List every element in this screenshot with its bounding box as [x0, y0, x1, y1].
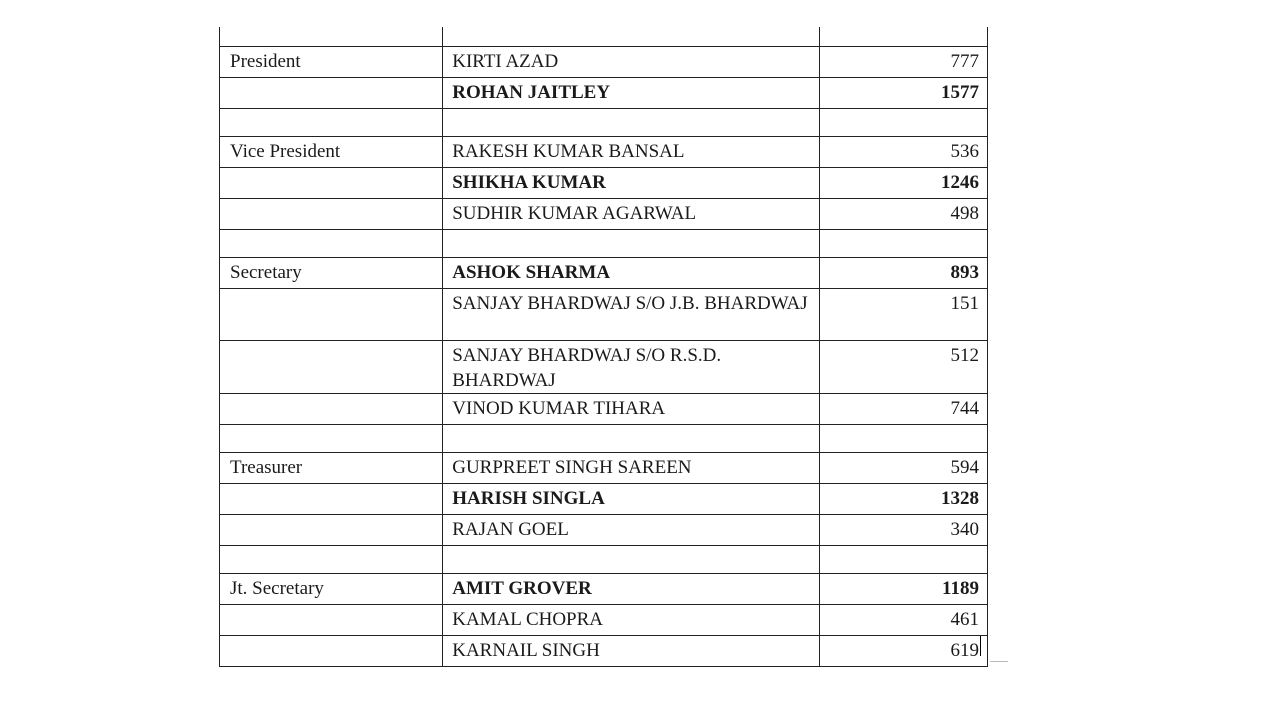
spacer-row [220, 230, 988, 258]
candidate-cell[interactable]: HARISH SINGLA [443, 484, 820, 515]
post-cell[interactable] [220, 394, 443, 425]
candidate-cell[interactable]: SUDHIR KUMAR AGARWAL [443, 199, 820, 230]
results-table-body [220, 27, 988, 667]
votes-cell[interactable]: 340 [820, 515, 988, 546]
candidate-cell[interactable]: RAKESH KUMAR BANSAL [443, 137, 820, 168]
table-top-row [220, 27, 988, 47]
post-cell[interactable] [220, 484, 443, 515]
votes-cell[interactable]: 461 [820, 605, 988, 636]
empty-cell[interactable] [443, 230, 820, 258]
post-cell[interactable]: Secretary [220, 258, 443, 289]
candidate-cell[interactable]: VINOD KUMAR TIHARA [443, 394, 820, 425]
table-row [220, 515, 988, 546]
empty-cell[interactable] [443, 109, 820, 137]
table-row-winner [220, 484, 988, 515]
votes-cell[interactable]: 151 [820, 289, 988, 341]
table-row [220, 289, 988, 341]
table-row [220, 341, 988, 394]
table-row [220, 605, 988, 636]
post-cell[interactable] [220, 605, 443, 636]
votes-cell[interactable]: 1328 [820, 484, 988, 515]
candidate-cell[interactable]: ROHAN JAITLEY [443, 78, 820, 109]
votes-cell[interactable]: 1189 [820, 574, 988, 605]
candidate-cell[interactable]: KIRTI AZAD [443, 47, 820, 78]
table-row [220, 199, 988, 230]
candidate-cell[interactable]: KAMAL CHOPRA [443, 605, 820, 636]
votes-cell[interactable]: 893 [820, 258, 988, 289]
empty-cell[interactable] [220, 425, 443, 453]
post-cell[interactable]: Vice President [220, 137, 443, 168]
votes-cell[interactable]: 512 [820, 341, 988, 394]
votes-cell[interactable]: 498 [820, 199, 988, 230]
spacer-row [220, 109, 988, 137]
empty-cell[interactable] [220, 230, 443, 258]
post-cell[interactable] [220, 341, 443, 394]
election-results-table [219, 27, 988, 667]
votes-cell[interactable]: 744 [820, 394, 988, 425]
post-cell[interactable] [220, 27, 443, 47]
post-cell[interactable] [220, 199, 443, 230]
candidate-cell[interactable]: RAJAN GOEL [443, 515, 820, 546]
candidate-cell[interactable]: ASHOK SHARMA [443, 258, 820, 289]
candidate-cell[interactable]: AMIT GROVER [443, 574, 820, 605]
candidate-cell[interactable]: GURPREET SINGH SAREEN [443, 453, 820, 484]
empty-cell[interactable] [443, 546, 820, 574]
table-resize-handle[interactable] [990, 661, 1008, 662]
votes-cell[interactable]: 619 [820, 636, 988, 667]
votes-cell[interactable]: 536 [820, 137, 988, 168]
post-cell[interactable]: Jt. Secretary [220, 574, 443, 605]
votes-cell[interactable] [820, 27, 988, 47]
table-row [220, 453, 988, 484]
empty-cell[interactable] [220, 109, 443, 137]
empty-cell[interactable] [443, 425, 820, 453]
candidate-cell[interactable]: SANJAY BHARDWAJ S/O R.S.D. BHARDWAJ [443, 341, 820, 394]
votes-cell[interactable]: 594 [820, 453, 988, 484]
post-cell[interactable] [220, 289, 443, 341]
empty-cell[interactable] [820, 546, 988, 574]
post-cell[interactable]: Treasurer [220, 453, 443, 484]
table-row-winner [220, 78, 988, 109]
table-row [220, 47, 988, 78]
table-row [220, 137, 988, 168]
votes-cell[interactable]: 1246 [820, 168, 988, 199]
post-cell[interactable] [220, 78, 443, 109]
post-cell[interactable] [220, 168, 443, 199]
table-row-winner [220, 258, 988, 289]
post-cell[interactable] [220, 636, 443, 667]
spacer-row [220, 546, 988, 574]
post-cell[interactable] [220, 515, 443, 546]
candidate-cell[interactable]: SHIKHA KUMAR [443, 168, 820, 199]
text-cursor [980, 636, 981, 656]
candidate-cell[interactable]: KARNAIL SINGH [443, 636, 820, 667]
table-row-winner [220, 574, 988, 605]
spacer-row [220, 425, 988, 453]
table-row-winner [220, 168, 988, 199]
empty-cell[interactable] [820, 109, 988, 137]
post-cell[interactable]: President [220, 47, 443, 78]
candidate-cell[interactable]: SANJAY BHARDWAJ S/O J.B. BHARDWAJ [443, 289, 820, 341]
votes-cell[interactable]: 777 [820, 47, 988, 78]
candidate-cell[interactable] [443, 27, 820, 47]
table-row [220, 636, 988, 667]
votes-cell[interactable]: 1577 [820, 78, 988, 109]
empty-cell[interactable] [820, 230, 988, 258]
empty-cell[interactable] [820, 425, 988, 453]
empty-cell[interactable] [220, 546, 443, 574]
table-row [220, 394, 988, 425]
